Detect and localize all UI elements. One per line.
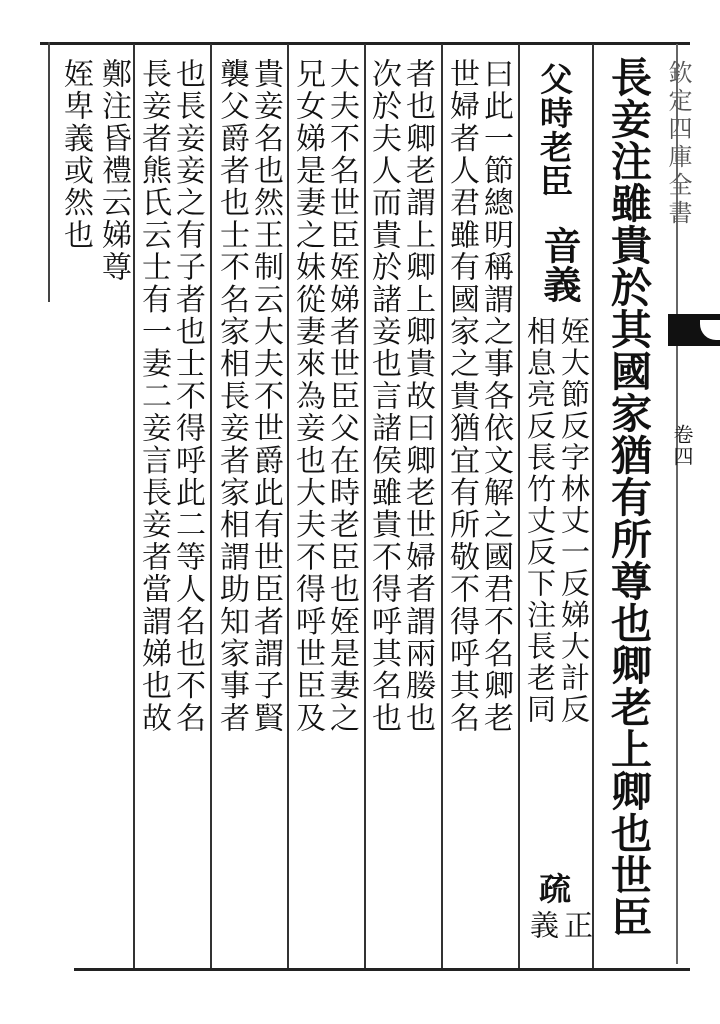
column-rule xyxy=(210,44,212,968)
annotation-pair-left: 相息亮反長竹丈反下注長老同 xyxy=(523,316,557,726)
juan-label: 卷四 xyxy=(670,424,694,468)
annotation-column-head: 父時老臣 xyxy=(535,62,574,198)
commentary-column-7: 大夫不名世臣姪娣者世臣父在時老臣也姪是妻之 xyxy=(324,58,359,735)
commentary-column-9: 貴妾名也然王制云大夫不世爵此有世臣者謂子賢 xyxy=(248,58,283,735)
main-text-column: 長妾注雖貴於其國家猶有所尊也卿老上卿也世臣 xyxy=(604,56,652,938)
commentary-column-10: 襲父爵者也士不名家相長妾者家相謂助知家事者 xyxy=(214,58,249,735)
commentary-column-14: 姪卑義或然也 xyxy=(58,58,93,252)
commentary-column-4: 世婦者人君雖有國家之貴猶宜有所敬不得呼其名 xyxy=(444,58,479,735)
bottom-border-line xyxy=(74,968,690,971)
page-margin-strip xyxy=(690,40,720,970)
annotation-pair-right: 姪大節反字林丈一反娣大計反 xyxy=(557,316,591,726)
left-border-line xyxy=(48,42,50,302)
margin-book-title: 欽定四庫全書 xyxy=(664,60,692,228)
column-rule xyxy=(592,44,594,968)
commentary-column-13: 鄭注昏禮云娣尊 xyxy=(96,58,131,284)
column-rule xyxy=(441,44,443,968)
shuyi-marker: 疏 xyxy=(534,872,572,905)
commentary-column-8: 兄女娣是妻之妹從妻來為妾也大夫不得呼世臣及 xyxy=(290,58,325,735)
commentary-column-5: 者也卿老謂上卿上卿貴故曰卿老世婦者謂兩媵也 xyxy=(400,58,435,735)
commentary-column-11: 也長妾妾之有子者也士不得呼此二等人名也不名 xyxy=(170,58,205,735)
column-rule xyxy=(133,44,135,968)
column-rule xyxy=(287,44,289,968)
shuyi-marker-tail-right: 正 xyxy=(560,910,594,942)
commentary-column-3: 曰此一節總明稱謂之事各依文解之國君不名卿老 xyxy=(478,58,513,735)
yinyi-marker: 音義 xyxy=(537,226,582,304)
commentary-column-12: 長妾者熊氏云士有一妻二妾言長妾者當謂娣也故 xyxy=(136,58,171,735)
column-rule xyxy=(518,44,520,968)
commentary-column-6: 次於夫人而貴於諸妾也言諸侯雖貴不得呼其名也 xyxy=(366,58,401,735)
shuyi-marker-tail-left: 義 xyxy=(526,910,560,942)
